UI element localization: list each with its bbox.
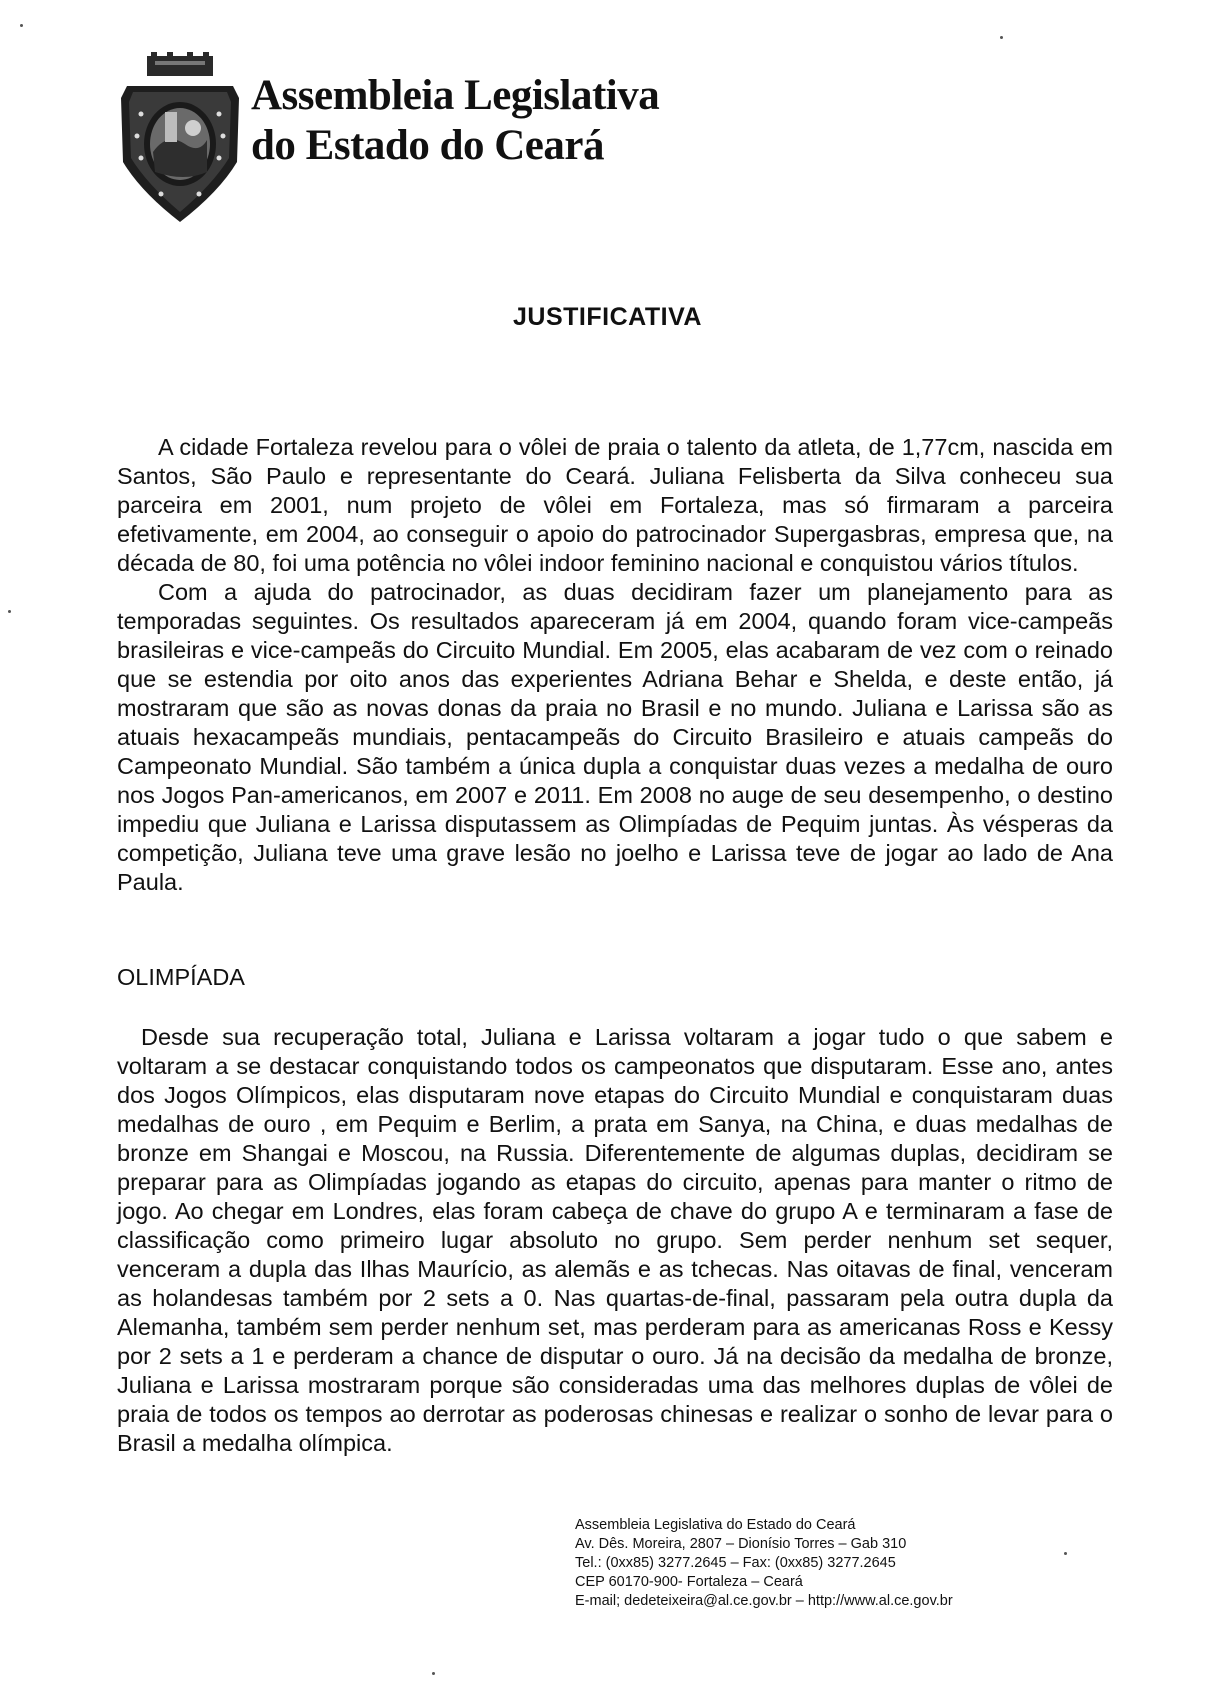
- footer-phone: Tel.: (0xx85) 3277.2645 – Fax: (0xx85) 3277.2645: [575, 1555, 896, 1571]
- footer-postal: CEP 60170-900- Fortaleza – Ceará: [575, 1574, 803, 1590]
- footer-org: Assembleia Legislativa do Estado do Ceará: [575, 1517, 856, 1533]
- address-footer: [575, 1516, 953, 1611]
- footer-contact: E-mail; dedeteixeira@al.ce.gov.br – http://www.al.ce.gov.br: [575, 1593, 953, 1609]
- scan-speck: [1064, 1552, 1067, 1555]
- scan-speck: [1000, 36, 1003, 39]
- scan-speck: [8, 610, 11, 613]
- paragraph: A cidade Fortaleza revelou para o vôlei de praia o talento da atleta, de 1,77cm, nascida em Santos, São Paulo e representante do Ceará. Juliana Felisberta da Silva conheceu sua parceira em 2001, num projeto de vôlei em Fortaleza, mas só firmaram a parceira efetivamente, em 2004, ao conseguir o apoio do patrocinador Supergasbras, empresa que, na década de 80, foi uma potência no vôlei indoor feminino nacional e conquistou vários títulos.: [117, 434, 1113, 576]
- olympics-body: [117, 1023, 1113, 1458]
- organization-name: [251, 71, 659, 171]
- organization-name-line2: do Estado do Ceará: [251, 122, 604, 169]
- paragraph: Com a ajuda do patrocinador, as duas decidiram fazer um planejamento para as temporadas seguintes. Os resultados apareceram já em 2004, quando foram vice-campeãs brasileiras e vice-campeãs do Circuito Mundial. Em 2005, elas acabaram de vez com o reinado que se estendia por oito anos das experientes Adriana Behar e Shelda, e deste então, já mostraram que são as novas donas da praia no Brasil e no mundo. Juliana e Larissa são as atuais hexacampeãs mundiais, pentacampeãs do Circuito Brasileiro e atuais campeãs do Campeonato Mundial. São também a única dupla a conquistar duas vezes a medalha de ouro nos Jogos Pan-americanos, em 2007 e 2011. Em 2008 no auge de seu desempenho, o destino impediu que Juliana e Larissa disputassem as Olimpíadas de Pequim juntas. Às vésperas da competição, Juliana teve uma grave lesão no joelho e Larissa teve de jogar ao lado de Ana Paula.: [117, 579, 1113, 895]
- section-heading: OLIMPÍADA: [117, 964, 245, 990]
- scan-speck: [432, 1672, 435, 1675]
- letterhead: [115, 52, 659, 224]
- footer-address: Av. Dês. Moreira, 2807 – Dionísio Torres – Gab 310: [575, 1536, 907, 1552]
- paragraph: Desde sua recuperação total, Juliana e Larissa voltaram a jogar tudo o que sabem e voltaram a se destacar conquistando todos os campeonatos que disputaram. Esse ano, antes dos Jogos Olímpicos, elas disputaram nove etapas do Circuito Mundial e conquistaram duas medalhas de ouro , em Pequim e Berlim, a prata em Sanya, na China, e duas medalhas de bronze em Shangai e Moscou, na Russia. Diferentemente de algumas duplas, decidiram se preparar para as Olimpíadas jogando as etapas do circuito, apenas para manter o ritmo de jogo. Ao chegar em Londres, elas foram cabeça de chave do grupo A e terminaram a fase de classificação como primeiro lugar absoluto no grupo. Sem perder nenhum set sequer, venceram a dupla das Ilhas Maurício, as alemãs e as tchecas. Nas oitavas de final, venceram as holandesas também por 2 sets a 0. Nas quartas-de-final, passaram pela outra dupla da Alemanha, também sem perder nenhum set, mas perderam para as americanas Ross e Kessy por 2 sets a 1 e perderam a chance de disputar o ouro. Já na decisão da medalha de bronze, Juliana e Larissa mostraram porque são consideradas uma das melhores duplas de vôlei de praia de todos os tempos ao derrotar as poderosas chinesas e realizar o sonho de levar para o Brasil a medalha olímpica.: [117, 1024, 1113, 1456]
- scan-speck: [20, 24, 23, 27]
- coat-of-arms-icon: [115, 52, 245, 224]
- organization-name-line1: Assembleia Legislativa: [251, 72, 660, 119]
- justification-body: [117, 433, 1113, 897]
- document-title: JUSTIFICATIVA: [513, 303, 702, 331]
